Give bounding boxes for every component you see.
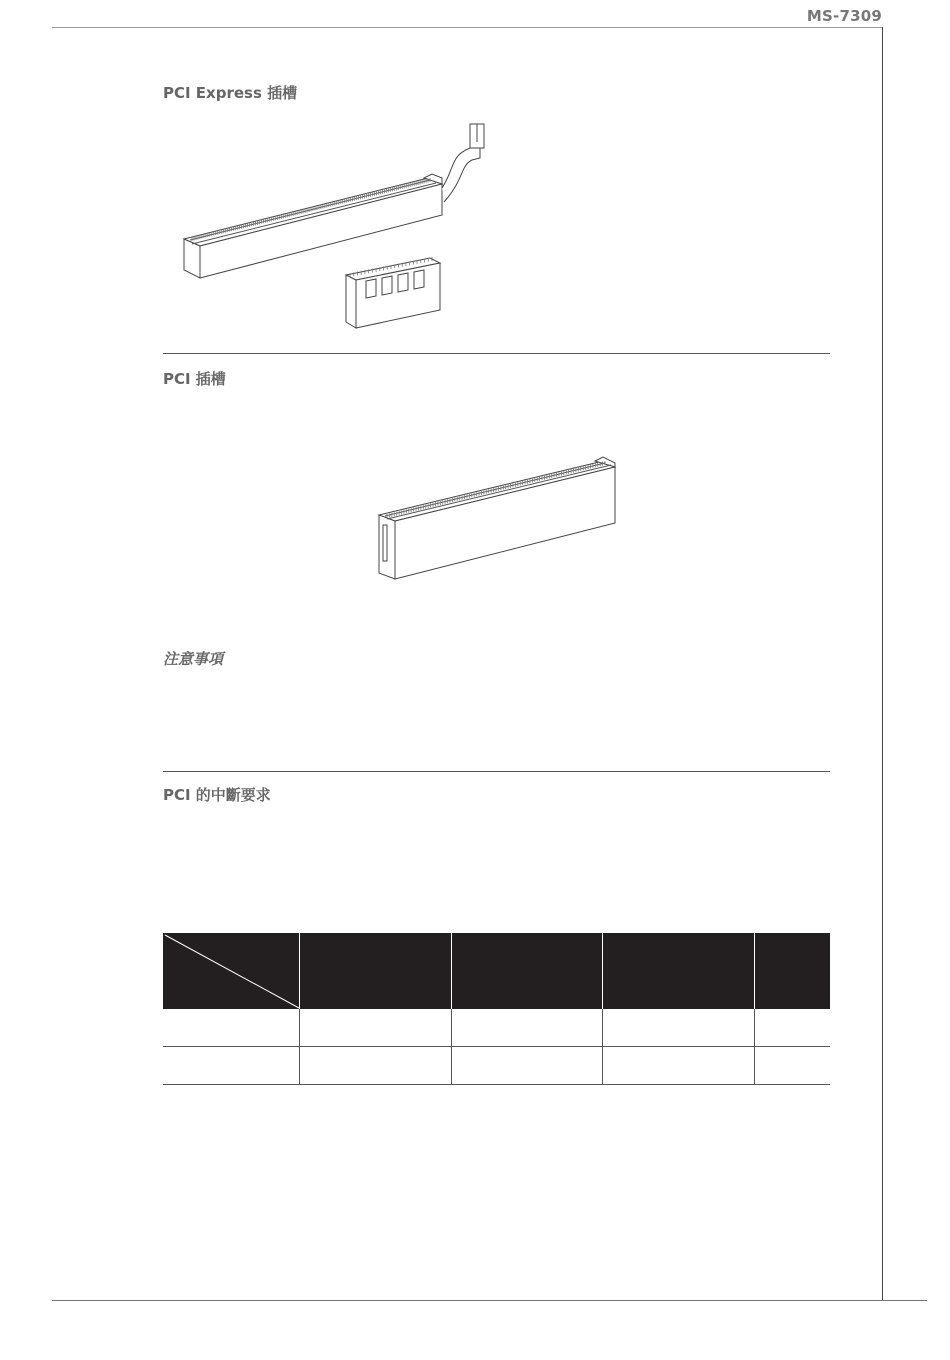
pci-slot-heading: PCI 插槽 — [163, 370, 226, 388]
table-cell — [754, 1047, 830, 1085]
table-cell — [300, 1047, 452, 1085]
irq-heading: PCI 的中斷要求 — [163, 786, 271, 804]
irq-table — [163, 933, 830, 1085]
notes-heading: 注意事項 — [163, 650, 224, 668]
header-cell — [754, 933, 830, 1009]
footer-rule — [52, 1300, 927, 1301]
model-number: MS-7309 — [806, 7, 882, 25]
table-cell — [603, 1047, 755, 1085]
diagonal-divider — [163, 933, 299, 1009]
irq-table-header — [163, 933, 830, 1009]
table-row — [163, 1009, 830, 1047]
margin-rule — [882, 27, 883, 1300]
table-cell — [451, 1009, 603, 1047]
table-cell — [300, 1009, 452, 1047]
header-cell — [300, 933, 452, 1009]
table-row — [163, 1047, 830, 1085]
corner-cell — [163, 933, 300, 1009]
section-divider — [163, 353, 830, 354]
header-rule — [52, 27, 883, 28]
table-cell — [603, 1009, 755, 1047]
pcie-slot-heading: PCI Express 插槽 — [163, 84, 298, 102]
header-cell — [451, 933, 603, 1009]
section-divider — [163, 771, 830, 772]
table-cell — [163, 1009, 300, 1047]
pci-slot-illustration — [375, 455, 620, 585]
table-cell — [754, 1009, 830, 1047]
header-cell — [603, 933, 755, 1009]
pcie-slot-illustration — [180, 118, 500, 333]
table-cell — [451, 1047, 603, 1085]
table-cell — [163, 1047, 300, 1085]
